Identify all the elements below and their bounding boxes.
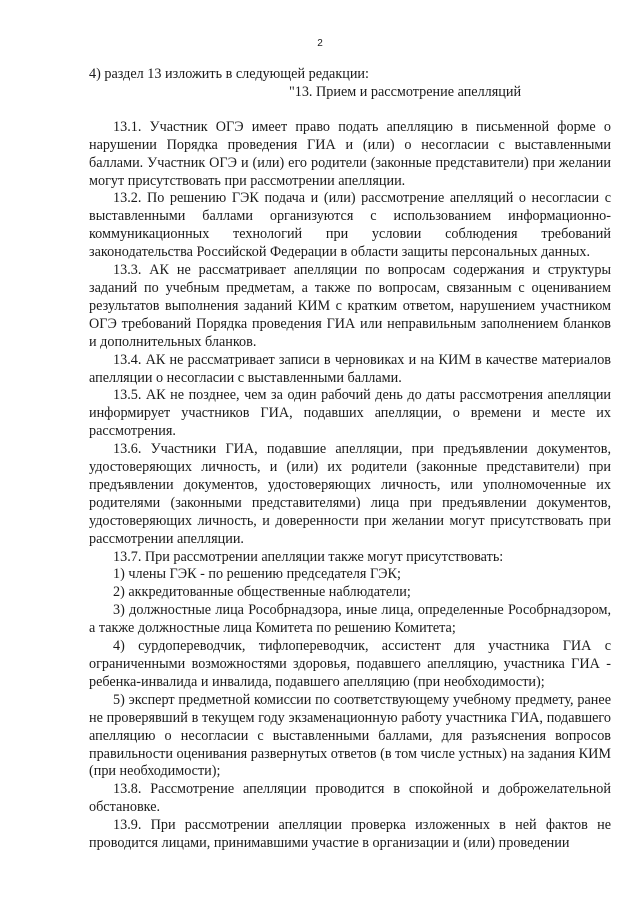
paragraph-13-7: 13.7. При рассмотрении апелляции также могут присутствовать: <box>113 548 504 565</box>
intro-line: 4) раздел 13 изложить в следующей редакции: <box>89 66 369 82</box>
paragraph-13-8: 13.8. Рассмотрение апелляции проводится в спокойной и доброжелательной обстановке. <box>89 781 611 816</box>
paragraph-13-6: 13.6. Участники ГИА, подавшие апелляции, при предъявлении документов, удостоверяющих личность, и (или) их родители (законные представители) при предъявлении документов, удостоверяющих личность, или уполномоченные их родителями (законными представителями) лица при предъявлении документов, удостоверяющих личность, и доверенности при желании могут присутствовать при рассмотрении апелляции. <box>89 441 611 547</box>
document-body <box>89 66 611 853</box>
section-heading: "13. Прием и рассмотрение апелляций <box>288 83 522 100</box>
paragraph-13-4: 13.4. АК не рассматривает записи в черновиках и на КИМ в качестве материалов апелляции о несогласии с выставленными баллами. <box>89 351 611 386</box>
page-number: 2 <box>317 38 323 49</box>
list-item-4: 4) сурдопереводчик, тифлопереводчик, ассистент для участника ГИА с ограниченными возможностями здоровья, подавшего апелляцию, участника ГИА - ребенка-инвалида и инвалида, подавшего апелляцию (при необходимости); <box>89 638 611 690</box>
list-item-1: 1) члены ГЭК - по решению председателя ГЭК; <box>113 566 401 583</box>
paragraph-13-1: 13.1. Участник ОГЭ имеет право подать апелляцию в письменной форме о нарушении Порядка проведения ГИА и (или) о несогласии с выставленными баллами. Участник ОГЭ и (или) его родители (законные представители) при желании могут присутствовать при рассмотрении апелляции. <box>89 118 611 189</box>
list-item-2: 2) аккредитованные общественные наблюдатели; <box>113 584 411 601</box>
paragraph-13-2: 13.2. По решению ГЭК подача и (или) рассмотрение апелляций о несогласии с выставленными баллами организуются с использованием информационно-коммуникационных технологий при условии соблюдения требований законодательства Российской Федерации в области защиты персональных данных. <box>89 190 611 261</box>
paragraph-13-5: 13.5. АК не позднее, чем за один рабочий день до даты рассмотрения апелляции информирует участников ГИА, подавших апелляции, о времени и месте их рассмотрения. <box>89 387 611 440</box>
list-item-3: 3) должностные лица Рособрнадзора, иные лица, определенные Рособрнадзором, а также должностные лица Комитета по решению Комитета; <box>89 602 611 637</box>
paragraph-13-3: 13.3. АК не рассматривает апелляции по вопросам содержания и структуры заданий по учебным предметам, а также по вопросам, связанным с оцениванием результатов выполнения заданий КИМ с кратким ответом, нарушением участником ОГЭ требований Порядка проведения ГИА или неправильным заполнением бланков и дополнительных бланков. <box>89 262 611 350</box>
list-item-5: 5) эксперт предметной комиссии по соответствующему учебному предмету, ранее не проверявший в текущем году экзаменационную работу участника ГИА, подавшего апелляцию о несогласии с выставленными баллами, для разъяснения вопросов правильности оценивания развернутых ответов (в том числе устных) на задания КИМ (при необходимости); <box>89 691 611 780</box>
paragraph-13-9: 13.9. При рассмотрении апелляции проверка изложенных в ней фактов не проводится лицами, принимавшими участие в организации и (или) проведении <box>89 817 611 852</box>
